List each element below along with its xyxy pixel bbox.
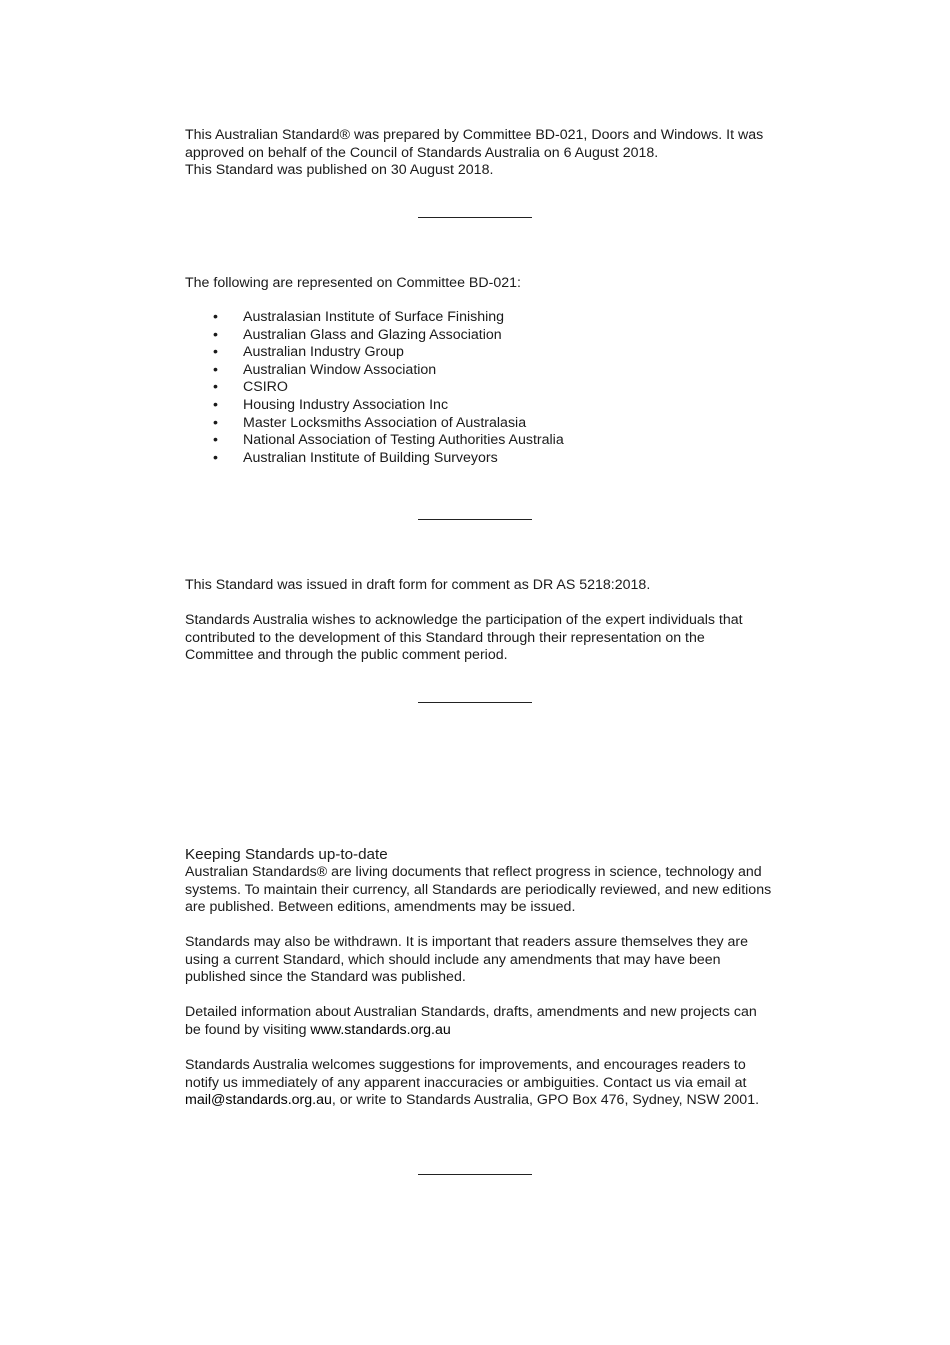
bullet-icon: • [213, 432, 218, 449]
member-name: Australian Industry Group [243, 344, 404, 361]
section-divider-1 [418, 217, 532, 218]
bullet-icon: • [213, 396, 218, 413]
uptodate-section [185, 846, 775, 917]
ack-line-1: Standards Australia wishes to acknowledge the participation of the expert individuals that [185, 612, 743, 628]
member-name: CSIRO [243, 379, 288, 396]
uptodate-p1-line-1: Australian Standards® are living documents that reflect progress in science, technology and [185, 864, 762, 880]
list-item [185, 415, 775, 433]
p4-line-3-text: , or write to Standards Australia, GPO Box 476, Sydney, NSW 2001. [331, 1092, 760, 1109]
prep-line-1: This Australian Standard® was prepared by Committee BD-021, Doors and Windows. It was [185, 127, 764, 143]
uptodate-p3-line-2 [185, 1022, 775, 1040]
section-divider-3 [418, 702, 532, 703]
uptodate-p2-line-1: Standards may also be withdrawn. It is important that readers assure themselves they are [185, 934, 749, 950]
section-divider-2 [418, 519, 532, 520]
member-name: Australian Window Association [243, 361, 437, 378]
bullet-icon: • [213, 449, 218, 466]
acknowledgement [185, 612, 775, 665]
uptodate-p2-line-3: published since the Standard was published. [185, 969, 466, 986]
list-item [185, 362, 775, 380]
withdrawal-paragraph [185, 934, 775, 987]
member-name: Housing Industry Association Inc [243, 396, 449, 413]
uptodate-p4-line-2: notify us immediately of any apparent inaccuracies or ambiguities. Contact us via email at [185, 1074, 747, 1091]
bullet-icon: • [213, 326, 218, 343]
list-item [185, 432, 775, 450]
list-item [185, 397, 775, 415]
draft-statement [185, 577, 775, 595]
list-item [185, 327, 775, 345]
list-item [185, 344, 775, 362]
member-name: National Association of Testing Authorities Australia [243, 432, 564, 449]
bullet-icon: • [213, 414, 218, 431]
uptodate-p1-line-3: are published. Between editions, amendments may be issued. [185, 899, 576, 916]
list-item [185, 450, 775, 468]
member-name: Australian Institute of Building Surveyors [243, 449, 498, 466]
member-name: Australian Glass and Glazing Association [243, 326, 502, 343]
list-item [185, 379, 775, 397]
uptodate-p2-line-2: using a current Standard, which should include any amendments that may have been [185, 951, 721, 968]
member-name: Master Locksmiths Association of Australasia [243, 414, 527, 431]
uptodate-p1-line-2: systems. To maintain their currency, all Standards are periodically reviewed, and new editions [185, 881, 772, 898]
member-name: Australasian Institute of Surface Finishing [243, 309, 505, 325]
email-link[interactable]: mail@standards.org.au [185, 1092, 332, 1109]
committee-intro-text: The following are represented on Committee BD-021: [185, 275, 521, 291]
prep-line-2: approved on behalf of the Council of Standards Australia on 6 August 2018. [185, 144, 659, 161]
committee-member-list [185, 309, 775, 467]
p3-line-2-text: be found by visiting [185, 1021, 311, 1038]
ack-line-3: Committee and through the public comment period. [185, 647, 508, 664]
bullet-icon: • [213, 379, 218, 396]
website-link[interactable]: www.standards.org.au [310, 1021, 451, 1038]
section-heading: Keeping Standards up-to-date [185, 846, 388, 863]
section-divider-4 [418, 1174, 532, 1175]
list-item [185, 309, 775, 327]
preparation-statement [185, 127, 775, 180]
draft-issued-text: This Standard was issued in draft form for comment as DR AS 5218:2018. [185, 577, 651, 593]
ack-line-2: contributed to the development of this Standard through their representation on the [185, 629, 705, 646]
bullet-icon: • [213, 361, 218, 378]
bullet-icon: • [213, 344, 218, 361]
uptodate-p3-line-1: Detailed information about Australian Standards, drafts, amendments and new projects can [185, 1004, 757, 1020]
uptodate-p4-line-1: Standards Australia welcomes suggestions for improvements, and encourages readers to [185, 1057, 746, 1073]
information-paragraph [185, 1004, 775, 1039]
uptodate-p4-line-3 [185, 1092, 775, 1110]
suggestions-paragraph [185, 1057, 775, 1110]
committee-intro [185, 275, 775, 293]
prep-line-3: This Standard was published on 30 August 2018. [185, 162, 494, 179]
bullet-icon: • [213, 309, 218, 325]
